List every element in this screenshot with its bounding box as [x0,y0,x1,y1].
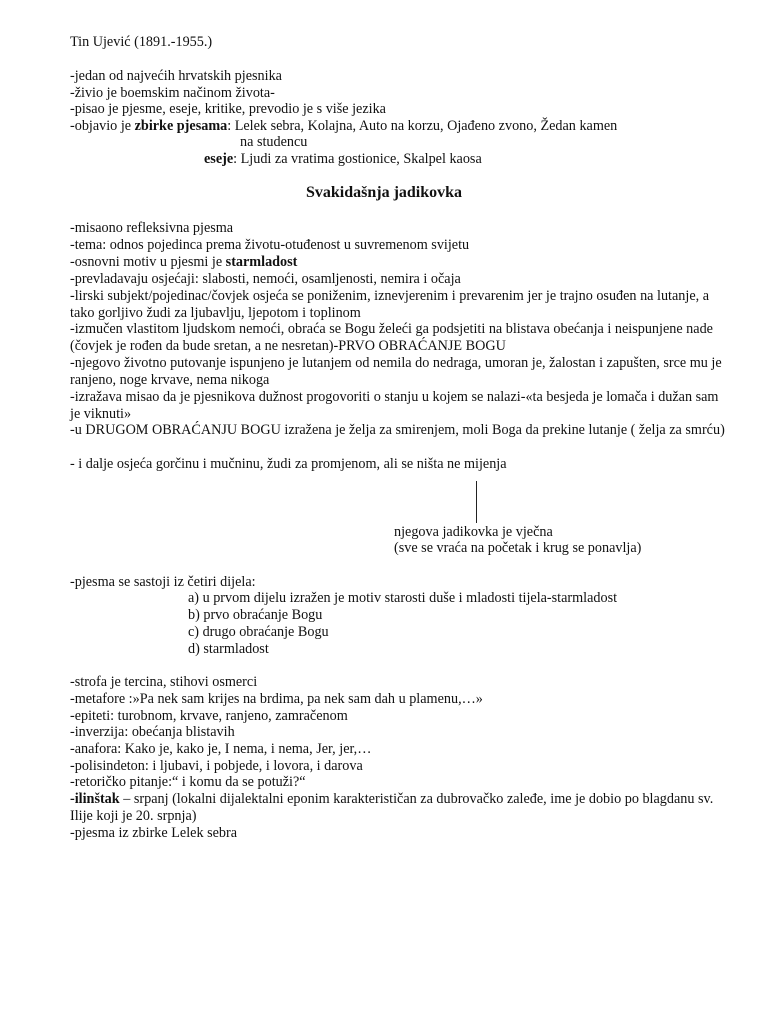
text-segment: : Ljudi za vratima gostionice, Skalpel kaosa [233,151,482,167]
bio-line-continuation: na studencu [240,134,308,150]
analysis-line: -misaono refleksivna pjesma [70,220,234,236]
figure-line: -epiteti: turobnom, krvave, ranjeno, zamračenom [70,708,348,724]
text-segment: – srpanj (lokalni dijalektalni eponim karakterističan za dubrovačko zaleđe, ime je dobio po blagdanu sv. Ilije koji je 20. srpnja) [70,791,714,824]
bio-line: -živio je boemskim načinom života- [70,85,275,101]
analysis-line: -prevladavaju osjećaji: slabosti, nemoći, osamljenosti, nemira i očaja [70,271,461,287]
bold-term: starmladost [225,254,298,270]
author-heading: Tin Ujević (1891.-1955.) [70,34,213,50]
figure-line: -polisindeton: i ljubavi, i pobjede, i lovora, i darova [70,758,363,774]
analysis-line: - i dalje osjeća gorčinu i mučninu, žudi za promjenom, ali se ništa ne mijenja [70,456,507,472]
structure-part: a) u prvom dijelu izražen je motiv starosti duše i mladosti tijela-starmladost [188,590,618,606]
analysis-paragraph: -izražava misao da je pjesnikova dužnost progovoriti o stanju u kojem se nalazi-«ta besjeda je lomača i dužan sam je viknuti» [70,389,719,422]
figure-line: -retoričko pitanje:“ i komu da se potuži?“ [70,774,306,790]
text-segment: -osnovni motiv u pjesmi je [70,254,226,270]
structure-part: d) starmladost [188,641,269,657]
figure-line: -inverzija: obećanja blistavih [70,724,235,740]
analysis-paragraph: -lirski subjekt/pojedinac/čovjek osjeća se poniženim, iznevjerenim i prevarenim jer je trajno osuđen na lutanje, a tako gorljivo žudi za ljubavlju, ljepotom i toplinom [70,288,710,321]
figure-line: -pjesma iz zbirke Lelek sebra [70,825,238,841]
structure-part: c) drugo obraćanje Bogu [188,624,329,640]
structure-intro: -pjesma se sastoji iz četiri dijela: [70,574,256,590]
bio-line: -pisao je pjesme, eseje, kritike, prevodio je s više jezika [70,101,386,117]
poem-title: Svakidašnja jadikovka [305,184,463,201]
figure-line: -strofa je tercina, stihovi osmerci [70,674,258,690]
analysis-line: -tema: odnos pojedinca prema životu-otuđenost u suvremenom svijetu [70,237,470,253]
analysis-paragraph: -izmučen vlastitom ljudskom nemoći, obraća se Bogu želeći ga podsjetiti na blistava obećanja i neispunjene nade (čovjek je rođen da bude sretan, a ne nesretan)-PRVO OBRAĆANJE BOGU [70,321,713,354]
figure-line: -metafore :»Pa nek sam krijes na brdima, pa nek sam dah u plamenu,…» [70,691,483,707]
text-segment: : Lelek sebra, Kolajna, Auto na korzu, Ojađeno zvono, Žedan kamen [227,118,618,134]
bio-line-collections [70,118,617,135]
bold-term: -ilinštak [70,791,120,807]
analysis-paragraph: -u DRUGOM OBRAĆANJU BOGU izražena je želja za smirenjem, moli Boga da prekine lutanje ( želja za smrću) [70,422,725,438]
text-segment: -objavio je [70,118,135,134]
figure-paragraph-ilinstak [70,791,725,825]
bold-term: zbirke pjesama [134,118,228,134]
figure-line: -anafora: Kako je, kako je, I nema, i nema, Jer, jer,… [70,741,372,757]
bio-line: -jedan od najvećih hrvatskih pjesnika [70,68,282,84]
bold-term: eseje [204,151,234,167]
bio-line-essays [204,151,482,168]
connector-line [476,481,477,523]
analysis-line-motif [70,254,297,271]
note-line: (sve se vraća na početak i krug se ponavlja) [394,540,642,556]
note-line: njegova jadikovka je vječna [394,524,553,540]
analysis-paragraph: -njegovo životno putovanje ispunjeno je lutanjem od nemila do nedraga, umoran je, žalostan i zapušten, srce mu je ranjeno, noge krvave, nema nikoga [70,355,722,388]
structure-part: b) prvo obraćanje Bogu [188,607,323,623]
